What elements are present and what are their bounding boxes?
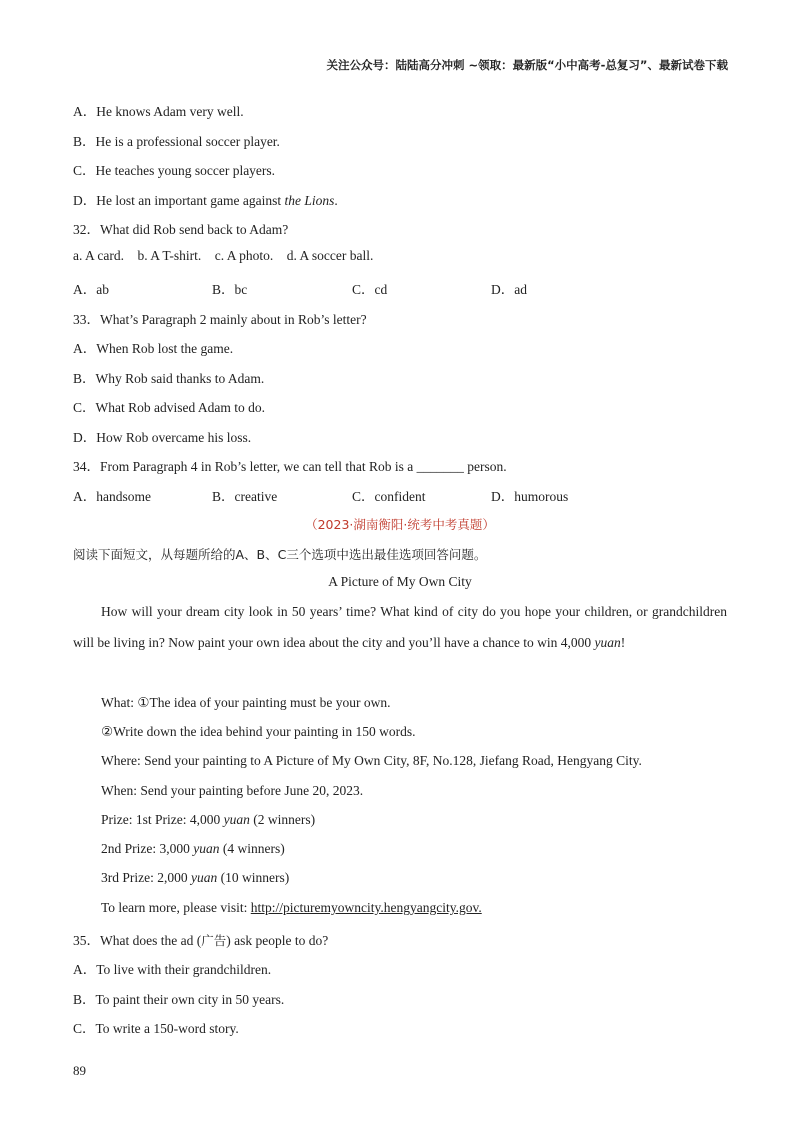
q32-items: a. A card. b. A T-shirt. c. A photo. d. A soccer ball. (73, 248, 374, 263)
q31-option-a: A．He knows Adam very well. (73, 104, 244, 119)
passage-intro-text: How will your dream city look in 50 years’ time? What kind of city do you hope your children, or grandchildren will be living in? Now paint your own idea about the city and you’ll have a chance to win 4,000 (73, 604, 727, 650)
ad-where: Where: Send your painting to A Picture of My Own City, 8F, No.128, Jiefang Road, Hengyang City. (101, 753, 642, 768)
ad-prize-2 (101, 841, 285, 857)
q33-option-d: D．How Rob overcame his loss. (73, 430, 252, 445)
q33-option-a: A．When Rob lost the game. (73, 341, 234, 356)
q34-stem: 34．From Paragraph 4 in Rob’s letter, we can tell that Rob is a _______ person. (73, 459, 507, 474)
passage-intro (73, 596, 727, 658)
learn-more-text: To learn more, please visit: (101, 900, 251, 915)
q31-option-d (73, 189, 338, 209)
q32-option-a: A．ab (73, 282, 109, 297)
prize-2-amount: 2nd Prize: 3,000 (101, 841, 194, 856)
ad-what-2: ②Write down the idea behind your painting in 150 words. (101, 724, 416, 739)
prize-1-winners: (2 winners) (249, 812, 316, 827)
q33-option-b: B．Why Rob said thanks to Adam. (73, 371, 265, 386)
q34-option-a: A．handsome (73, 489, 151, 504)
learn-more-link[interactable]: http://picturemyowncity.hengyangcity.gov. (250, 900, 482, 915)
prize-3-yuan: yuan (191, 870, 218, 885)
q31-option-b: B．He is a professional soccer player. (73, 134, 280, 149)
q35-option-b: B．To paint their own city in 50 years. (73, 992, 285, 1007)
ad-learn-more (101, 900, 482, 916)
q31-option-d-text: D．He lost an important game against (73, 193, 285, 208)
q35-stem-start: 35．What does the ad ( (73, 933, 202, 948)
q34-option-c: C．confident (352, 489, 426, 504)
q31-option-c: C．He teaches young soccer players. (73, 163, 276, 178)
q35-stem-end: ) ask people to do? (226, 933, 329, 948)
prize-3-winners: (10 winners) (217, 870, 290, 885)
q34-option-d: D．humorous (491, 489, 569, 504)
ad-when: When: Send your painting before June 20, 2023. (101, 783, 364, 798)
q35-stem (73, 929, 328, 949)
ad-what-1: What: ①The idea of your painting must be your own. (101, 695, 391, 710)
q35-option-c: C．To write a 150-word story. (73, 1021, 239, 1036)
prize-1-yuan: yuan (223, 812, 250, 827)
q35-option-a: A．To live with their grandchildren. (73, 962, 272, 977)
q34-option-b: B．creative (212, 489, 278, 504)
ad-prize-1 (101, 812, 315, 828)
exam-source: （2023·湖南衡阳·统考中考真题） (305, 517, 495, 532)
q31-option-d-end: . (334, 193, 338, 208)
q32-option-b: B．bc (212, 282, 248, 297)
passage-intro-end: ! (620, 635, 626, 650)
prize-2-yuan: yuan (193, 841, 220, 856)
q32-option-d: D．ad (491, 282, 527, 297)
prize-3-amount: 3rd Prize: 2,000 (101, 870, 191, 885)
page-number: 89 (73, 1063, 86, 1078)
q33-stem: 33．What’s Paragraph 2 mainly about in Rob’s letter? (73, 312, 367, 327)
prize-1-amount: Prize: 1st Prize: 4,000 (101, 812, 224, 827)
instruction: 阅读下面短文，从每题所给的A、B、C三个选项中选出最佳选项回答问题。 (73, 547, 487, 562)
passage-title: A Picture of My Own City (328, 574, 472, 589)
q33-option-c: C．What Rob advised Adam to do. (73, 400, 265, 415)
q35-stem-cn: 广告 (201, 933, 227, 948)
passage-intro-yuan: yuan (594, 635, 621, 650)
q32-stem: 32．What did Rob send back to Adam? (73, 222, 289, 237)
ad-prize-3 (101, 870, 289, 886)
q32-option-c: C．cd (352, 282, 388, 297)
page-header: 关注公众号：陆陆高分冲刺 ~领取：最新版“小中高考-总复习”、最新试卷下载 (326, 58, 728, 72)
q31-option-d-team: the Lions (284, 193, 335, 208)
prize-2-winners: (4 winners) (219, 841, 285, 856)
